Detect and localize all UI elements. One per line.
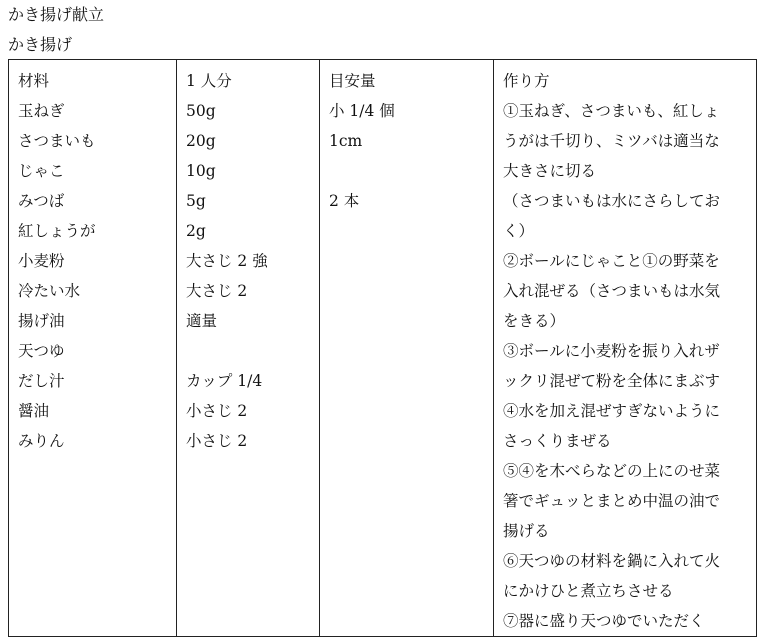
header-ingredients: 材料 <box>18 72 50 90</box>
instruction-line: 揚げる <box>503 522 550 540</box>
ingredient-amount <box>186 336 319 366</box>
guide-column <box>320 60 494 637</box>
ingredient-amount: 小さじ 2 <box>186 402 248 420</box>
ingredient-name: じゃこ <box>18 162 65 180</box>
header-per-person: 1 人分 <box>186 72 232 90</box>
header-guide-amount: 目安量 <box>329 72 376 90</box>
ingredients-column <box>9 60 177 637</box>
ingredient-guide: 小 1/4 個 <box>329 102 395 120</box>
ingredient-guide <box>329 426 493 456</box>
ingredient-amount-list <box>186 96 319 456</box>
instruction-line: にかけひと煮立ちさせる <box>503 582 674 600</box>
instruction-line: 入れ混ぜる（さつまいもは水気 <box>503 282 721 300</box>
instruction-line: ⑤④を木べらなどの上にのせ菜 <box>503 462 721 480</box>
ingredient-name: みつば <box>18 192 65 210</box>
instruction-line: ③ボールに小麦粉を振り入れザ <box>503 342 720 360</box>
recipe-name: かき揚げ <box>8 35 73 54</box>
instruction-line: ①玉ねぎ、さつまいも、紅しょ <box>503 102 720 120</box>
ingredient-amount: 20g <box>186 132 216 150</box>
ingredient-guide: 2 本 <box>329 192 360 210</box>
ingredient-name: 小麦粉 <box>18 252 65 270</box>
instruction-line: （さつまいもは水にさらしてお <box>503 192 721 210</box>
ingredient-guide <box>329 336 493 366</box>
ingredient-name: さつまいも <box>18 132 96 150</box>
instruction-line: ④水を加え混ぜすぎないように <box>503 402 721 420</box>
ingredient-name: 冷たい水 <box>18 282 81 300</box>
ingredient-name: 揚げ油 <box>18 312 65 330</box>
ingredient-amount: 10g <box>186 162 216 180</box>
ingredient-name: 紅しょうが <box>18 222 96 240</box>
header-instructions: 作り方 <box>503 72 550 90</box>
ingredient-name: だし汁 <box>18 372 65 390</box>
instruction-line: をきる） <box>503 312 566 330</box>
ingredient-guide <box>329 396 493 426</box>
instruction-line: ックリ混ぜて粉を全体にまぶす <box>503 372 721 390</box>
instruction-line: 箸でギュッとまとめ中温の油で <box>503 492 721 510</box>
ingredient-amount: 5g <box>186 192 206 210</box>
ingredient-guide-list <box>329 96 493 456</box>
ingredient-amount: 大さじ 2 強 <box>186 252 268 270</box>
ingredient-amount: カップ 1/4 <box>186 372 263 390</box>
ingredient-guide <box>329 216 493 246</box>
ingredient-name: 玉ねぎ <box>18 102 65 120</box>
ingredient-guide <box>329 366 493 396</box>
document-title: かき揚げ献立 <box>8 5 105 24</box>
instruction-step-list <box>503 96 756 636</box>
instruction-line: 大きさに切る <box>503 162 597 180</box>
ingredient-name-list <box>18 96 176 456</box>
instruction-line: く） <box>503 222 535 240</box>
ingredient-amount: 2g <box>186 222 206 240</box>
ingredient-guide <box>329 156 493 186</box>
instructions-column <box>494 60 757 637</box>
ingredient-amount: 適量 <box>186 312 218 330</box>
ingredient-name: みりん <box>18 432 65 450</box>
instruction-line: うがは千切り、ミツバは適当な <box>503 132 720 150</box>
recipe-table <box>8 59 757 637</box>
ingredient-amount: 50g <box>186 102 216 120</box>
amount-column <box>177 60 320 637</box>
instruction-line: さっくりまぜる <box>503 432 612 450</box>
ingredient-amount: 大さじ 2 <box>186 282 248 300</box>
instruction-line: ②ボールにじゃこと①の野菜を <box>503 252 720 270</box>
ingredient-amount: 小さじ 2 <box>186 432 248 450</box>
instruction-line: ⑥天つゆの材料を鍋に入れて火 <box>503 552 721 570</box>
instruction-line: ⑦器に盛り天つゆでいただく <box>503 612 705 630</box>
ingredient-guide <box>329 246 493 276</box>
ingredient-guide <box>329 276 493 306</box>
ingredient-guide <box>329 306 493 336</box>
ingredient-name: 醤油 <box>18 402 50 420</box>
ingredient-guide: 1cm <box>329 132 363 150</box>
ingredient-name: 天つゆ <box>18 342 65 360</box>
